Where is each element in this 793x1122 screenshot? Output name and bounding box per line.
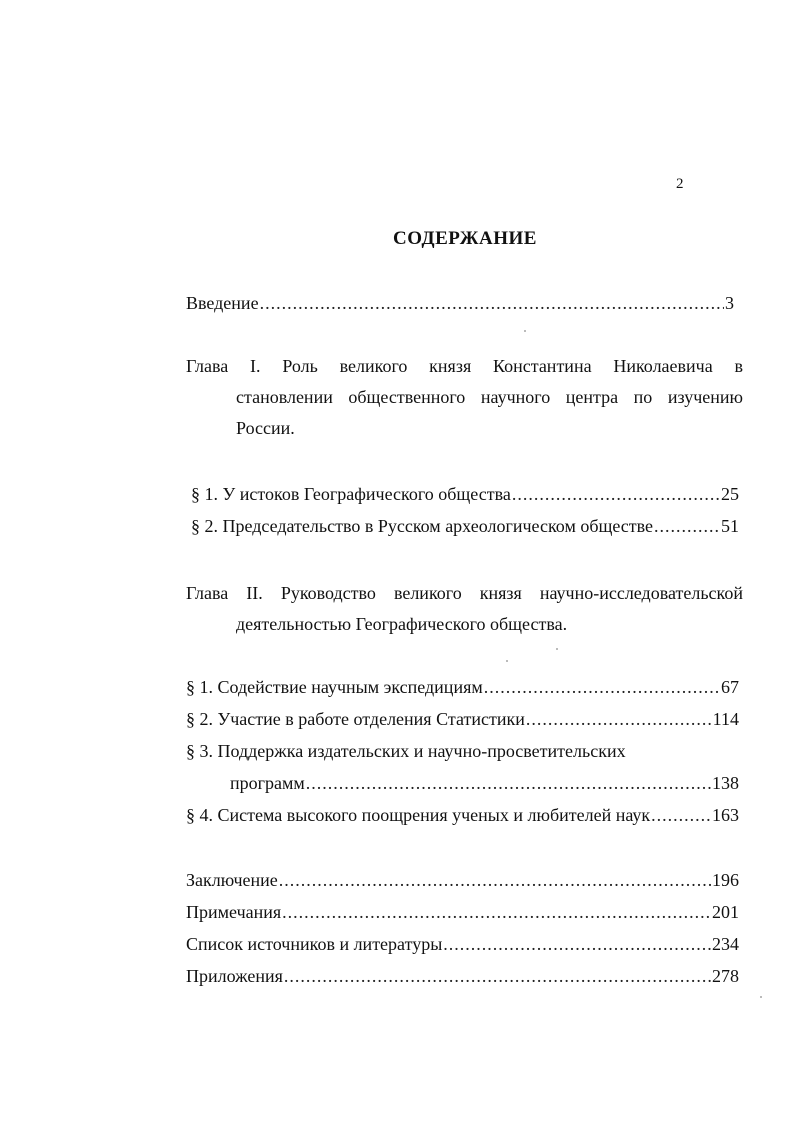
chapter-2-line-1: Глава II. Руководство великого князя научно-исследовательской [186, 583, 743, 603]
toc-entry-page: 25 [721, 484, 739, 504]
toc-entry-label: Введение [186, 293, 259, 313]
scan-speck [524, 330, 526, 332]
leader-dots [260, 292, 724, 314]
chapter-1-line-1: Глава I. Роль великого князя Константина Николаевича в [186, 356, 743, 376]
toc-entry-label: программ [230, 773, 305, 793]
chapter-1-heading [186, 351, 743, 444]
toc-entry-label: § 1. У истоков Географического общества [191, 484, 511, 504]
scan-speck [556, 648, 558, 650]
toc-entry-label: Приложения [186, 966, 283, 986]
toc-entry-page: 234 [712, 934, 739, 954]
toc-entry-ch2-s1 [186, 676, 739, 698]
toc-entry-label: Заключение [186, 870, 278, 890]
chapter-1-line-3: России. [236, 418, 295, 438]
chapter-1-line-2: становлении общественного научного центра по изучению [236, 387, 743, 407]
toc-entry-page: 196 [712, 870, 739, 890]
toc-entry-label: § 1. Содействие научным экспедициям [186, 677, 483, 697]
leader-dots [282, 901, 711, 923]
toc-entry-page: 163 [712, 805, 739, 825]
toc-entry-label: Примечания [186, 902, 282, 922]
toc-entry-label: § 3. Поддержка издательских и научно-просветительских [186, 741, 626, 761]
toc-entry-notes [186, 901, 739, 923]
leader-dots [526, 708, 712, 730]
scan-speck [760, 996, 762, 998]
toc-entry-ch2-s4 [186, 804, 739, 826]
toc-entry-page: 3 [725, 293, 734, 313]
toc-entry-intro [186, 292, 734, 314]
toc-entry-ch1-s1 [191, 483, 739, 505]
toc-entry-ch2-s3-cont [230, 772, 739, 794]
toc-entry-sources [186, 933, 739, 955]
leader-dots [279, 869, 711, 891]
leader-dots [306, 772, 711, 794]
toc-entry-label: § 2. Председательство в Русском археологическом обществе [191, 516, 654, 536]
toc-entry-label: § 4. Система высокого поощрения ученых и любителей наук [186, 805, 651, 825]
toc-entry-ch2-s2 [186, 708, 739, 730]
toc-entry-page: 67 [721, 677, 739, 697]
scan-speck [506, 660, 508, 662]
leader-dots [484, 676, 720, 698]
toc-entry-page: 51 [721, 516, 739, 536]
toc-entry-page: 278 [712, 966, 739, 986]
toc-entry-page: 138 [712, 773, 739, 793]
toc-entry-appendices [186, 965, 739, 987]
chapter-2-heading [186, 578, 743, 640]
chapter-2-line-2: деятельностью Географического общества. [236, 614, 568, 634]
toc-entry-label: § 2. Участие в работе отделения Статистики [186, 709, 525, 729]
toc-entry-label: Список источников и литературы [186, 934, 443, 954]
toc-entry-ch1-s2 [191, 515, 739, 537]
page-number: 2 [676, 176, 684, 192]
leader-dots [443, 933, 711, 955]
toc-title: СОДЕРЖАНИЕ [393, 228, 537, 249]
toc-entry-conclusion [186, 869, 739, 891]
leader-dots [512, 483, 720, 505]
leader-dots [284, 965, 711, 987]
leader-dots [651, 804, 711, 826]
toc-entry-page: 201 [712, 902, 739, 922]
leader-dots [654, 515, 720, 537]
toc-entry-ch2-s3 [186, 740, 739, 762]
toc-entry-page: 114 [712, 709, 739, 729]
